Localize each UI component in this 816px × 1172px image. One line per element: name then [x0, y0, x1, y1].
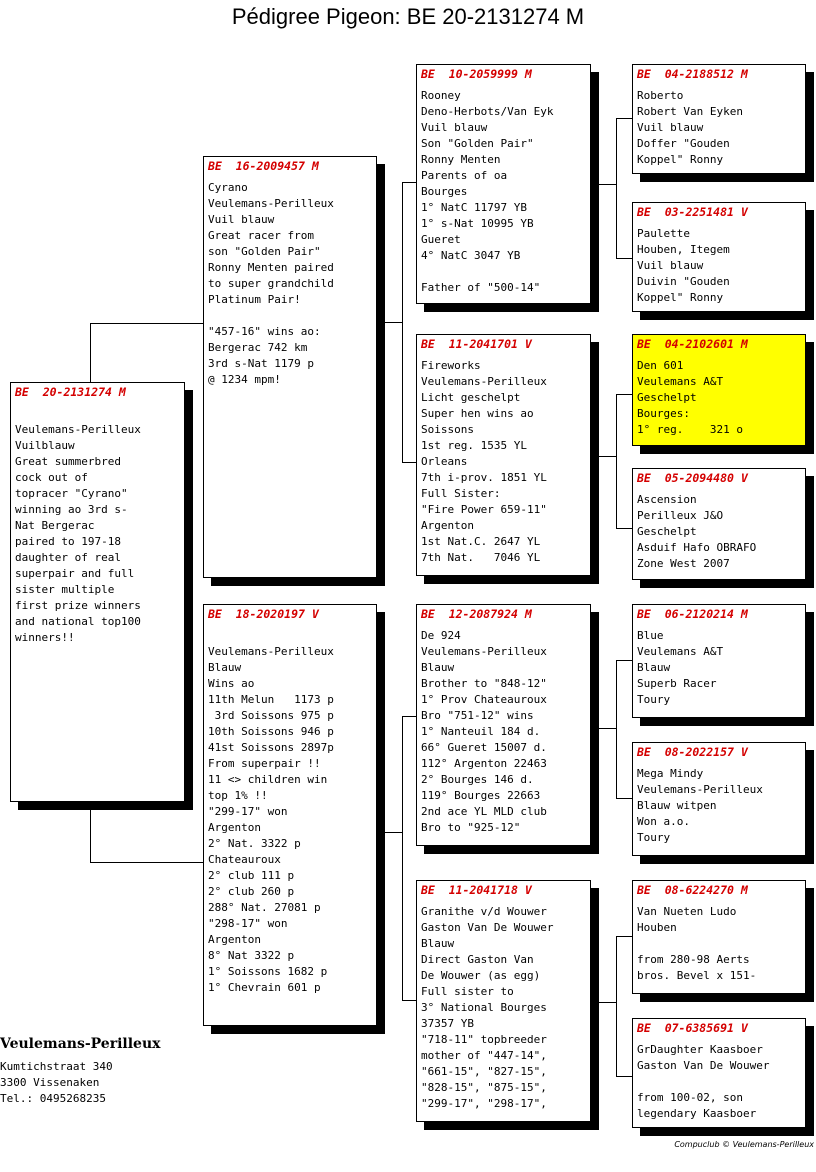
detail-line: Toury [637, 693, 671, 706]
detail-line: 288° Nat. 27081 p [208, 901, 321, 914]
connector-line [402, 462, 416, 463]
detail-line: 1st reg. 1535 YL [421, 439, 527, 452]
ring-number: BE 08-6224270 M [637, 883, 748, 897]
detail-line: Robert Van Eyken [637, 105, 743, 118]
detail-line: Van Nueten Ludo [637, 905, 737, 918]
detail-line: Den 601 [637, 359, 684, 372]
detail-line: Soissons [421, 423, 474, 436]
detail-line: Cyrano [208, 181, 248, 194]
detail-line: Gueret [421, 233, 461, 246]
detail-line: 112° Argenton 22463 [421, 757, 547, 770]
detail-line: daughter of real [15, 551, 121, 564]
connector-line [616, 394, 632, 395]
pigeon-details [421, 88, 586, 296]
detail-line: Rooney [421, 89, 461, 102]
detail-line: Son "Golden Pair" [421, 137, 534, 150]
detail-line: Zone West 2007 [637, 557, 730, 570]
detail-line: De 924 [421, 629, 461, 642]
detail-line: @ 1234 mpm! [208, 373, 281, 386]
detail-line: Blauw [421, 661, 455, 674]
detail-line: Veulemans-Perilleux [208, 197, 334, 210]
detail-line: Houben [637, 921, 677, 934]
detail-line: Paulette [637, 227, 690, 240]
detail-line: Ronny Menten paired [208, 261, 334, 274]
pigeon-card-dam-sire [416, 604, 591, 846]
detail-line: Blue [637, 629, 664, 642]
detail-line [15, 406, 180, 422]
detail-line: winners!! [15, 631, 75, 644]
detail-line: Blauw [208, 661, 242, 674]
pigeon-card-sire-sire [416, 64, 591, 304]
detail-line: Vuil blauw [637, 121, 704, 134]
connector-line [90, 323, 91, 383]
breeder-info [0, 1035, 160, 1107]
detail-line: Parents of oa [421, 169, 508, 182]
detail-line: "457-16" wins ao: [208, 325, 321, 338]
pigeon-card-ggp-8 [632, 1018, 806, 1128]
detail-line: Vuilblauw [15, 439, 75, 452]
ring-number: BE 11-2041718 V [421, 883, 532, 897]
ring-number: BE 18-2020197 V [208, 607, 319, 621]
detail-line: Bourges: [637, 407, 690, 420]
detail-line: first prize winners [15, 599, 141, 612]
ring-number: BE 04-2102601 M [637, 337, 748, 351]
detail-line: 1° NatC 11797 YB [421, 201, 527, 214]
connector-line [616, 798, 632, 799]
detail-line: bros. Bevel x 151- [637, 969, 757, 982]
ring-number: BE 11-2041701 V [421, 337, 532, 351]
breeder-street: Kumtichstraat 340 [0, 1060, 113, 1073]
detail-line: 2° Nat. 3322 p [208, 837, 301, 850]
detail-line: 1° Chevrain 601 p [208, 981, 321, 994]
detail-line: "718-11" topbreeder [421, 1033, 547, 1046]
connector-line [402, 716, 403, 1000]
detail-line: top 1% !! [208, 789, 268, 802]
breeder-city: 3300 Vissenaken [0, 1076, 100, 1089]
detail-line: Roberto [637, 89, 684, 102]
detail-line: Gaston Van De Wouwer [637, 1059, 770, 1072]
detail-line: cock out of [15, 471, 88, 484]
breeder-phone: Tel.: 0495268235 [0, 1092, 106, 1105]
detail-line: sister multiple [15, 583, 115, 596]
detail-line: 1° reg. 321 o [637, 423, 743, 436]
ring-number: BE 20-2131274 M [15, 385, 126, 399]
detail-line: Asduif Hafo OBRAFO [637, 541, 757, 554]
ring-number: BE 12-2087924 M [421, 607, 532, 621]
detail-line: Blauw [421, 937, 455, 950]
detail-line: 3rd s-Nat 1179 p [208, 357, 314, 370]
pigeon-details [637, 88, 801, 168]
detail-line: Koppel" Ronny [637, 153, 724, 166]
detail-line: 7th i-prov. 1851 YL [421, 471, 547, 484]
pigeon-details [208, 180, 372, 388]
detail-line: Blauw [637, 661, 671, 674]
detail-line: Granithe v/d Wouwer [421, 905, 547, 918]
pigeon-details [637, 358, 801, 438]
detail-line: Doffer "Gouden [637, 137, 730, 150]
ring-number: BE 10-2059999 M [421, 67, 532, 81]
detail-line [637, 936, 801, 952]
detail-line: Veulemans A&T [637, 375, 724, 388]
detail-line: 1° Soissons 1682 p [208, 965, 328, 978]
detail-line: Veulemans-Perilleux [421, 375, 547, 388]
detail-line: "299-17" won [208, 805, 288, 818]
detail-line: Houben, Itegem [637, 243, 730, 256]
detail-line: Nat Bergerac [15, 519, 95, 532]
connector-line [616, 258, 632, 259]
ring-number: BE 04-2188512 M [637, 67, 748, 81]
pigeon-details [15, 406, 180, 646]
detail-line: Full sister to [421, 985, 514, 998]
pigeon-card-sire-dam [416, 334, 591, 576]
detail-line: paired to 197-18 [15, 535, 121, 548]
connector-line [598, 1002, 616, 1003]
connector-line [616, 936, 617, 1076]
detail-line: Bro "751-12" wins [421, 709, 534, 722]
ring-number: BE 03-2251481 V [637, 205, 748, 219]
connector-line [402, 182, 403, 462]
pigeon-details [208, 628, 372, 996]
detail-line: "299-17", "298-17", [421, 1097, 547, 1110]
detail-line: 37357 YB [421, 1017, 474, 1030]
detail-line: Ascension [637, 493, 697, 506]
detail-line: Direct Gaston Van [421, 953, 534, 966]
pigeon-details [637, 904, 801, 984]
connector-line [402, 182, 416, 183]
pigeon-card-dam-dam [416, 880, 591, 1122]
detail-line: Toury [637, 831, 671, 844]
connector-line [598, 184, 616, 185]
detail-line: Licht geschelpt [421, 391, 521, 404]
pigeon-card-ggp-6 [632, 742, 806, 856]
detail-line: to super grandchild [208, 277, 334, 290]
pigeon-details [637, 1042, 801, 1122]
detail-line: Veulemans-Perilleux [421, 645, 547, 658]
detail-line: 2° club 260 p [208, 885, 295, 898]
detail-line: Perilleux J&O [637, 509, 724, 522]
connector-line [616, 528, 632, 529]
detail-line: son "Golden Pair" [208, 245, 321, 258]
detail-line: "Fire Power 659-11" [421, 503, 547, 516]
page-title: Pédigree Pigeon: BE 20-2131274 M [231, 4, 585, 29]
ring-number: BE 07-6385691 V [637, 1021, 748, 1035]
detail-line: Superb Racer [637, 677, 717, 690]
connector-line [402, 716, 416, 717]
detail-line: 1° Nanteuil 184 d. [421, 725, 541, 738]
footer-credit: Compuclub © Veulemans-Perilleux [674, 1140, 814, 1149]
pigeon-details [637, 226, 801, 306]
pigeon-card-ggp-2 [632, 202, 806, 312]
pigeon-card-ggp-3 [632, 334, 806, 446]
detail-line: Wins ao [208, 677, 255, 690]
pigeon-card-ggp-1 [632, 64, 806, 174]
detail-line: "661-15", "827-15", [421, 1065, 547, 1078]
connector-line [90, 800, 91, 862]
pigeon-card-ggp-4 [632, 468, 806, 580]
detail-line [637, 1074, 801, 1090]
detail-line: Chateauroux [208, 853, 281, 866]
detail-line: Vuil blauw [637, 259, 704, 272]
detail-line: Bro to "925-12" [421, 821, 521, 834]
detail-line: Bourges [421, 185, 468, 198]
detail-line: Gaston Van De Wouwer [421, 921, 554, 934]
detail-line: topracer "Cyrano" [15, 487, 128, 500]
detail-line: 1° Prov Chateauroux [421, 693, 547, 706]
detail-line: From superpair !! [208, 757, 321, 770]
detail-line: 3° National Bourges [421, 1001, 547, 1014]
connector-line [598, 456, 616, 457]
connector-line [90, 862, 204, 863]
ring-number: BE 16-2009457 M [208, 159, 319, 173]
detail-line: 119° Bourges 22663 [421, 789, 541, 802]
pigeon-details [421, 904, 586, 1112]
pigeon-details [421, 358, 586, 566]
detail-line: 2° Bourges 146 d. [421, 773, 534, 786]
detail-line: 7th Nat. 7046 YL [421, 551, 541, 564]
detail-line: Veulemans-Perilleux [208, 645, 334, 658]
detail-line: from 100-02, son [637, 1091, 743, 1104]
connector-line [616, 1076, 632, 1077]
detail-line: Geschelpt [637, 525, 697, 538]
breeder-address [0, 1059, 160, 1107]
connector-line [384, 322, 402, 323]
detail-line: Ronny Menten [421, 153, 501, 166]
detail-line: 8° Nat 3322 p [208, 949, 295, 962]
detail-line: Platinum Pair! [208, 293, 301, 306]
detail-line: Bergerac 742 km [208, 341, 308, 354]
detail-line: Vuil blauw [208, 213, 275, 226]
detail-line: Veulemans A&T [637, 645, 724, 658]
pigeon-details [637, 492, 801, 572]
detail-line: GrDaughter Kaasboer [637, 1043, 763, 1056]
detail-line: "298-17" won [208, 917, 288, 930]
pigeon-details [637, 766, 801, 846]
detail-line: Won a.o. [637, 815, 690, 828]
connector-line [598, 728, 616, 729]
detail-line: Argenton [208, 821, 261, 834]
detail-line: and national top100 [15, 615, 141, 628]
connector-line [616, 394, 617, 528]
detail-line: Argenton [208, 933, 261, 946]
detail-line: 3rd Soissons 975 p [208, 709, 334, 722]
pigeon-details [421, 628, 586, 836]
ring-number: BE 06-2120214 M [637, 607, 748, 621]
connector-line [616, 660, 617, 798]
detail-line: Brother to "848-12" [421, 677, 547, 690]
detail-line: Veulemans-Perilleux [637, 783, 763, 796]
detail-line: 11th Melun 1173 p [208, 693, 334, 706]
detail-line: Veulemans-Perilleux [15, 423, 141, 436]
detail-line: 2° club 111 p [208, 869, 295, 882]
detail-line: Duivin "Gouden [637, 275, 730, 288]
detail-line: "828-15", "875-15", [421, 1081, 547, 1094]
pigeon-card-subject [10, 382, 185, 802]
pigeon-card-dam [203, 604, 377, 1026]
detail-line [421, 264, 586, 280]
pigeon-card-ggp-5 [632, 604, 806, 718]
detail-line: Great summerbred [15, 455, 121, 468]
detail-line [208, 628, 372, 644]
detail-line: Great racer from [208, 229, 314, 242]
detail-line: Argenton [421, 519, 474, 532]
detail-line [208, 308, 372, 324]
connector-line [402, 1000, 416, 1001]
ring-number: BE 08-2022157 V [637, 745, 748, 759]
detail-line: from 280-98 Aerts [637, 953, 750, 966]
ring-number: BE 05-2094480 V [637, 471, 748, 485]
detail-line: 1° s-Nat 10995 YB [421, 217, 534, 230]
pigeon-details [637, 628, 801, 708]
detail-line: 66° Gueret 15007 d. [421, 741, 547, 754]
detail-line: mother of "447-14", [421, 1049, 547, 1062]
detail-line: Super hen wins ao [421, 407, 534, 420]
connector-line [616, 936, 632, 937]
detail-line: Fireworks [421, 359, 481, 372]
detail-line: Geschelpt [637, 391, 697, 404]
connector-line [616, 660, 632, 661]
pigeon-card-sire [203, 156, 377, 578]
detail-line: Father of "500-14" [421, 281, 541, 294]
connector-line [616, 118, 632, 119]
detail-line: 4° NatC 3047 YB [421, 249, 521, 262]
detail-line: 10th Soissons 946 p [208, 725, 334, 738]
detail-line: Koppel" Ronny [637, 291, 724, 304]
detail-line: 41st Soissons 2897p [208, 741, 334, 754]
pigeon-card-ggp-7 [632, 880, 806, 994]
detail-line: superpair and full [15, 567, 135, 580]
detail-line: legendary Kaasboer [637, 1107, 757, 1120]
detail-line: 1st Nat.C. 2647 YL [421, 535, 541, 548]
detail-line: Deno-Herbots/Van Eyk [421, 105, 554, 118]
detail-line: 11 <> children win [208, 773, 328, 786]
connector-line [90, 323, 204, 324]
detail-line: Blauw witpen [637, 799, 717, 812]
detail-line: 2nd ace YL MLD club [421, 805, 547, 818]
detail-line: Vuil blauw [421, 121, 488, 134]
connector-line [384, 832, 402, 833]
detail-line: De Wouwer (as egg) [421, 969, 541, 982]
detail-line: Mega Mindy [637, 767, 704, 780]
breeder-name: Veulemans-Perilleux [0, 1036, 161, 1052]
detail-line: Orleans [421, 455, 468, 468]
detail-line: Full Sister: [421, 487, 501, 500]
connector-line [616, 118, 617, 258]
detail-line: winning ao 3rd s- [15, 503, 128, 516]
